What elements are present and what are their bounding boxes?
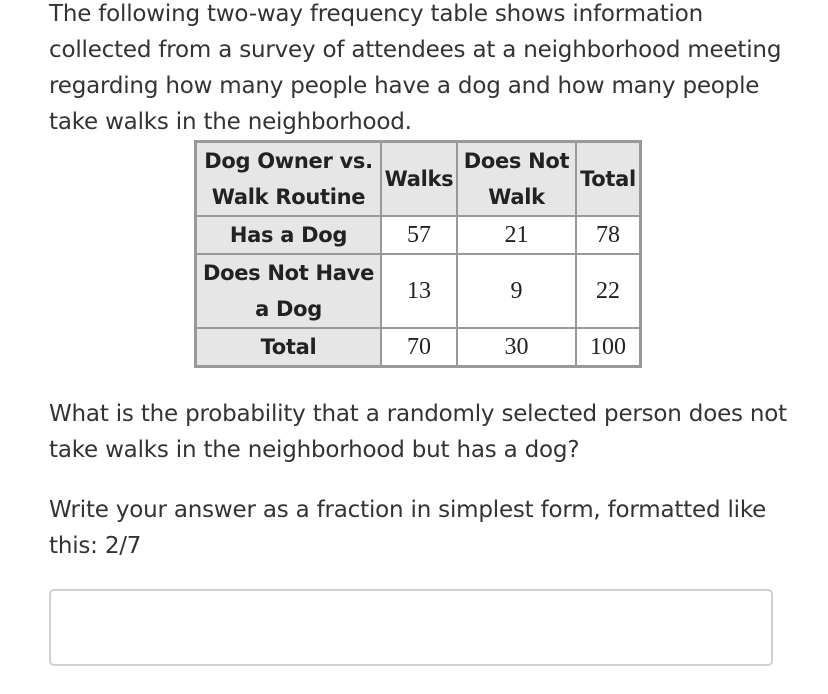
cell-total-does-not-walk: 30 xyxy=(457,328,576,366)
walks-header-cell xyxy=(381,142,457,216)
cell-no-dog-walks: 13 xyxy=(381,254,457,328)
row-header-has-dog xyxy=(196,216,381,254)
table-row-total xyxy=(196,328,640,366)
intro-line: take walks in the neighborhood. xyxy=(49,109,412,135)
cell-has-dog-total: 78 xyxy=(576,216,640,254)
intro-line: The following two-way frequency table shows information xyxy=(49,1,703,27)
total-header: Total xyxy=(580,167,636,191)
intro-line: regarding how many people have a dog and how many people xyxy=(49,73,760,99)
intro-line: collected from a survey of attendees at a neighborhood meeting xyxy=(49,37,782,63)
row-header-no-dog xyxy=(196,254,381,328)
walks-header: Walks xyxy=(384,167,454,191)
question-paragraph xyxy=(49,396,787,468)
row-header-total xyxy=(196,328,381,366)
instruction-line: Write your answer as a fraction in simplest form, formatted like xyxy=(49,497,767,523)
cell-grand-total: 100 xyxy=(576,328,640,366)
cell-has-dog-walks: 57 xyxy=(381,216,457,254)
does-not-walk-header-line: Walk xyxy=(488,185,545,209)
row-header-line: Total xyxy=(260,335,317,359)
corner-header-cell xyxy=(196,142,381,216)
table-header-row xyxy=(196,142,640,216)
cell-no-dog-total: 22 xyxy=(576,254,640,328)
total-header-cell xyxy=(576,142,640,216)
corner-header-line: Dog Owner vs. xyxy=(204,149,373,173)
cell-has-dog-does-not-walk: 21 xyxy=(457,216,576,254)
instruction-line: this: 2/7 xyxy=(49,533,142,559)
intro-paragraph xyxy=(49,0,781,140)
does-not-walk-header-line: Does Not xyxy=(463,149,570,173)
question-line: take walks in the neighborhood but has a dog? xyxy=(49,437,580,463)
does-not-walk-header-cell xyxy=(457,142,576,216)
answer-input[interactable] xyxy=(49,589,773,666)
cell-total-walks: 70 xyxy=(381,328,457,366)
instruction-paragraph xyxy=(49,492,766,564)
cell-no-dog-does-not-walk: 9 xyxy=(457,254,576,328)
corner-header-line: Walk Routine xyxy=(211,185,366,209)
question-line: What is the probability that a randomly selected person does not xyxy=(49,401,787,427)
table-row-no-dog xyxy=(196,254,640,328)
frequency-table xyxy=(194,140,642,368)
row-header-line: Has a Dog xyxy=(229,223,348,247)
table-row-has-dog xyxy=(196,216,640,254)
row-header-line: Does Not Have xyxy=(202,261,375,285)
row-header-line: a Dog xyxy=(255,297,322,321)
